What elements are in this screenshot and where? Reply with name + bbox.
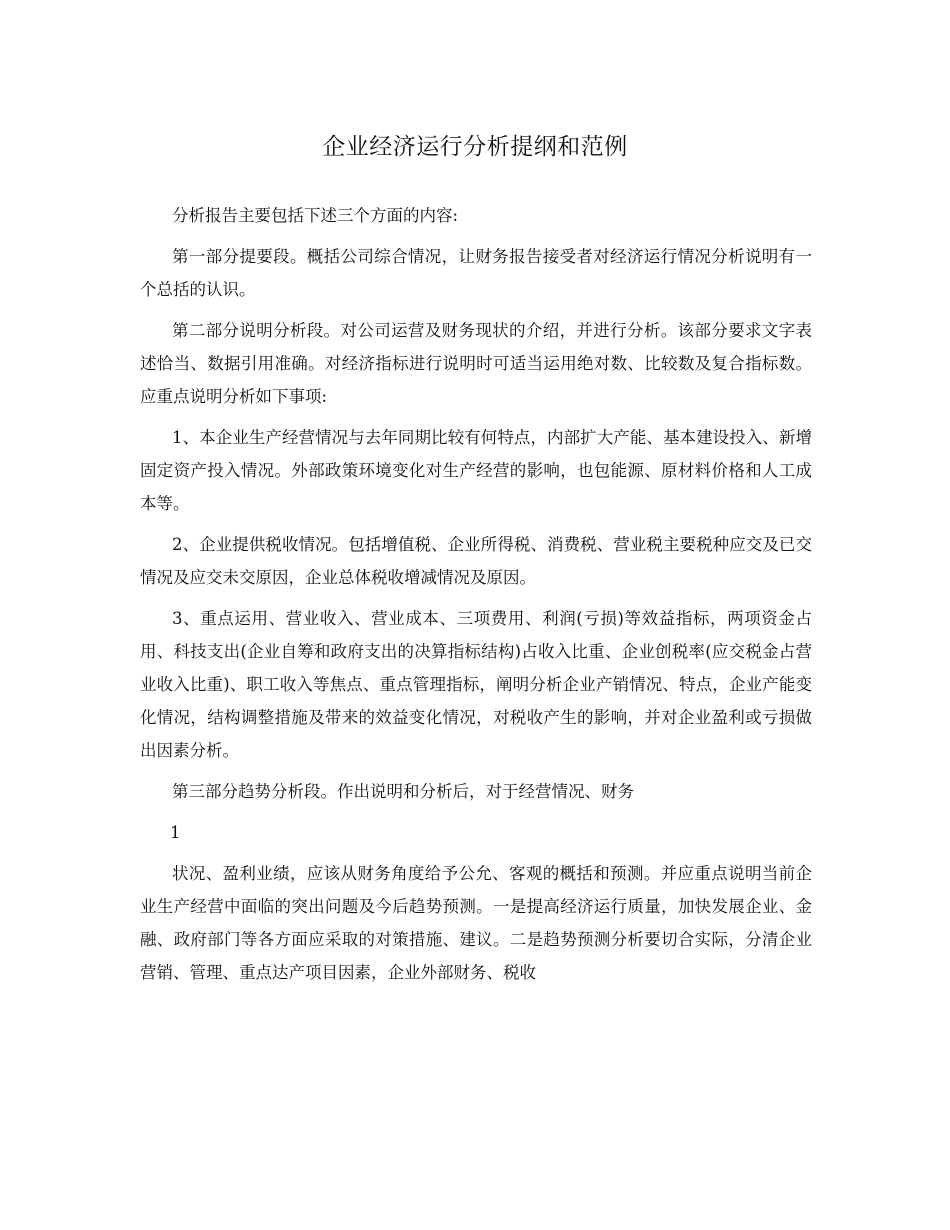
paragraph-intro: 分析报告主要包括下述三个方面的内容: (172, 206, 459, 225)
paragraph-part-one: 第一部分提要段。概括公司综合情况，让财务报告接受者对经济运行情况分析说明有一个总括的认识。 (140, 247, 812, 299)
paragraph-part-three: 第三部分趋势分析段。作出说明和分析后，对于经营情况、财务 (172, 782, 634, 801)
paragraph-item-3: 3、重点运用、营业收入、营业成本、三项费用、利润(亏损)等效益指标，两项资金占用、科技支出(企业自筹和政府支出的决算指标结构)占收入比重、企业创税率(应交税金占营业收入比重)、职工收入等焦点、重点管理指标，阐明分析企业产销情况、特点，企业产能变化情况，结构调整措施及带来的效益变化情况，对税收产生的影响，并对企业盈利或亏损做出因素分析。 (140, 609, 812, 760)
paragraph-item-2: 2、企业提供税收情况。包括增值税、企业所得税、消费税、营业税主要税种应交及已交情况及应交未交原因，企业总体税收增减情况及原因。 (140, 535, 812, 587)
document-title: 企业经济运行分析提纲和范例 (322, 134, 628, 160)
paragraph-continuation: 状况、盈利业绩，应该从财务角度给予公允、客观的概括和预测。并应重点说明当前企业生产经营中面临的突出问题及今后趋势预测。一是提高经济运行质量，加快发展企业、金融、政府部门等各方面应采取的对策措施、建议。二是趋势预测分析要切合实际，分清企业营销、管理、重点达产项目因素，企业外部财务、税收 (140, 864, 812, 982)
paragraph-item-1: 1、本企业生产经营情况与去年同期比较有何特点，内部扩大产能、基本建设投入、新增固定资产投入情况。外部政策环境变化对生产经营的影响，也包能源、原材料价格和人工成本等。 (140, 428, 812, 513)
page-number: 1 (170, 823, 181, 842)
paragraph-part-two: 第二部分说明分析段。对公司运营及财务现状的介绍，并进行分析。该部分要求文字表述恰当、数据引用准确。对经济指标进行说明时可适当运用绝对数、比较数及复合指标数。应重点说明分析如下事项: (140, 321, 812, 406)
document-body (140, 199, 812, 997)
